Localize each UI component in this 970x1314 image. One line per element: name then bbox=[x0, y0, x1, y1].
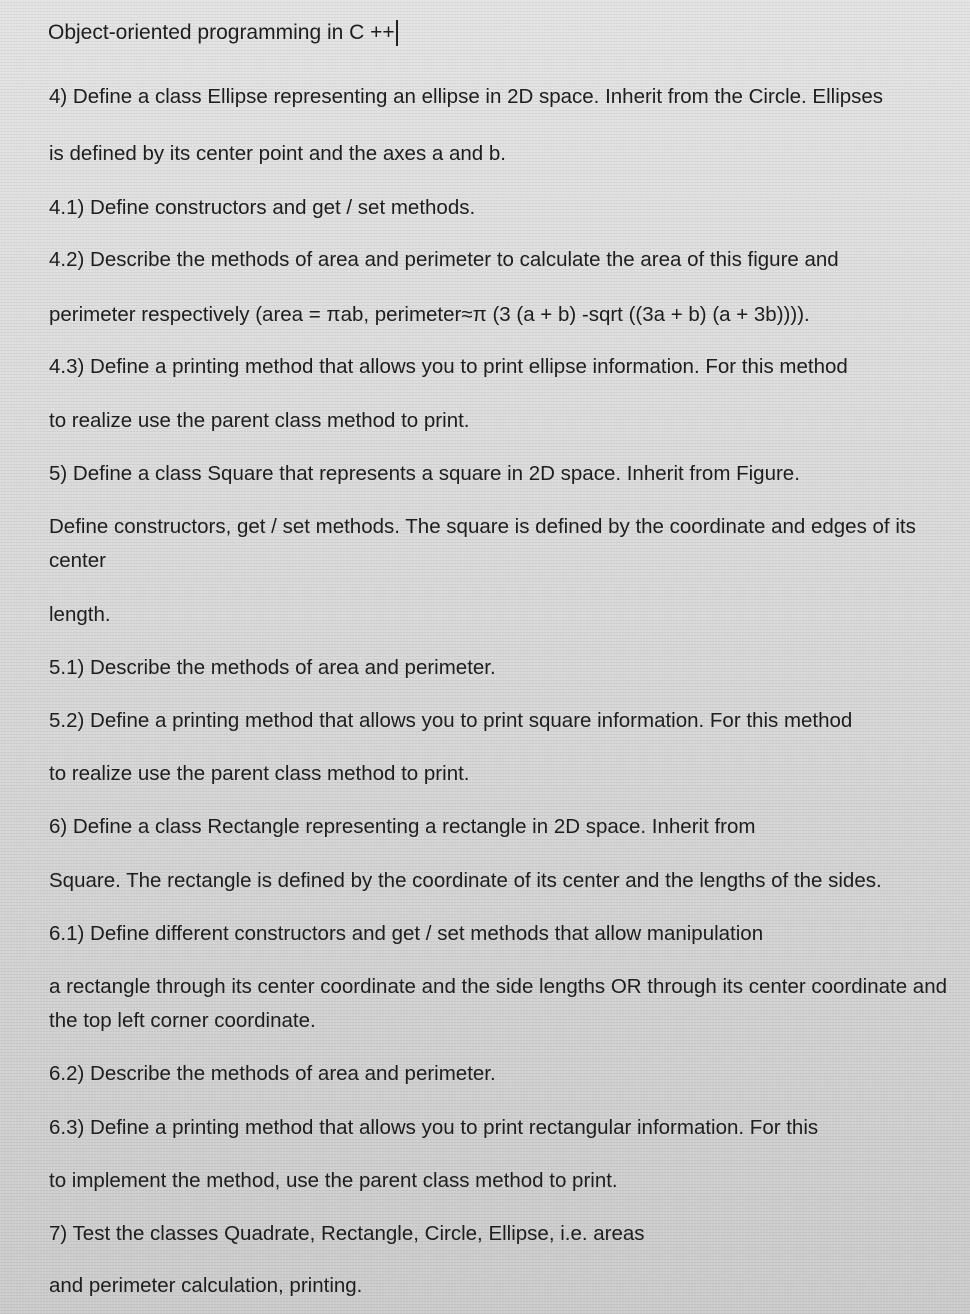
line-7-continued: and perimeter calculation, printing. bbox=[49, 1274, 363, 1297]
line-4-ellipse-intro: 4) Define a class Ellipse representing an ellipse in 2D space. Inherit from the Circle. Ellipses bbox=[49, 85, 884, 108]
document-title-row bbox=[48, 20, 398, 46]
line-4-3: 4.3) Define a printing method that allows you to print ellipse information. For this method bbox=[49, 355, 848, 378]
line-6-3: 6.3) Define a printing method that allows you to print rectangular information. For this bbox=[49, 1116, 819, 1139]
line-7-test: 7) Test the classes Quadrate, Rectangle, Circle, Ellipse, i.e. areas bbox=[49, 1222, 645, 1245]
line-4-2: 4.2) Describe the methods of area and perimeter to calculate the area of this figure and bbox=[49, 248, 839, 271]
line-5-length: length. bbox=[49, 603, 111, 626]
line-6-3-continued: to implement the method, use the parent class method to print. bbox=[49, 1169, 618, 1192]
line-4-ellipse-definition: is defined by its center point and the axes a and b. bbox=[49, 142, 506, 165]
line-5-1: 5.1) Describe the methods of area and perimeter. bbox=[49, 656, 496, 679]
line-4-2-formula: perimeter respectively (area = πab, perimeter≈π (3 (a + b) -sqrt ((3a + b) (a + 3b)))). bbox=[49, 303, 810, 326]
line-4-3-continued: to realize use the parent class method to print. bbox=[49, 409, 470, 432]
line-5-square-intro: 5) Define a class Square that represents a square in 2D space. Inherit from Figure. bbox=[49, 462, 800, 485]
text-cursor bbox=[396, 20, 398, 46]
line-6-rectangle-intro: 6) Define a class Rectangle representing a rectangle in 2D space. Inherit from bbox=[49, 815, 756, 838]
line-5-square-definition: Define constructors, get / set methods. The square is defined by the coordinate and edges of its center bbox=[49, 515, 916, 572]
line-4-1: 4.1) Define constructors and get / set methods. bbox=[49, 196, 476, 219]
line-5-2-continued: to realize use the parent class method to print. bbox=[49, 762, 470, 785]
line-6-1-continued: a rectangle through its center coordinate and the side lengths OR through its center coordinate and the top left corner coordinate. bbox=[49, 975, 948, 1032]
line-6-rectangle-definition: Square. The rectangle is defined by the coordinate of its center and the lengths of the sides. bbox=[49, 869, 882, 892]
line-6-1: 6.1) Define different constructors and get / set methods that allow manipulation bbox=[49, 922, 764, 945]
line-6-2: 6.2) Describe the methods of area and perimeter. bbox=[49, 1062, 496, 1085]
line-5-2: 5.2) Define a printing method that allows you to print square information. For this method bbox=[49, 709, 853, 732]
document-title: Object-oriented programming in C ++ bbox=[48, 21, 395, 44]
